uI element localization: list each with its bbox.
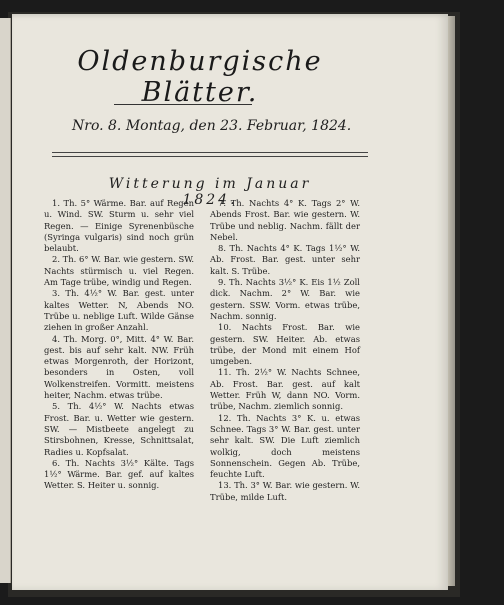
weather-entry: 1. Th. 5° Wärme. Bar. auf Regen u. Wind. SW. Sturm u. sehr viel Regen. — Einige Syrenenbüsche (Syringa vulgaris) sind noch grün belaubt.: [44, 198, 194, 254]
weather-entry: 5. Th. 4½° W. Nachts etwas Frost. Bar. u. Wetter wie gestern. SW. — Mistbeete angelegt zu Stirsbohnen, Kresse, Schnittsalat, Radies u. Kopfsalat.: [44, 401, 194, 457]
weather-entry: 12. Th. Nachts 3° K. u. etwas Schnee. Tags 3° W. Bar. gest. unter sehr kalt. SW. Die Luft ziemlich wolkig, doch meistens Sonnenschein. Gegen Ab. Trübe, feuchte Luft.: [210, 412, 360, 480]
left-column: [44, 198, 194, 492]
weather-entry: 8. Th. Nachts 4° K. Tags 1½° W. Ab. Frost. Bar. gest. unter sehr kalt. S. Trübe.: [210, 243, 360, 276]
weather-entry: 4. Th. Morg. 0°, Mitt. 4° W. Bar. gest. bis auf sehr kalt. NW. Früh etwas Morgenroth, der Horizont, besonders in Osten, voll Wolkenstreifen. Vormitt. meistens heiter, Nachm. etwas trübe.: [44, 333, 194, 401]
weather-entry: 6. Th. Nachts 3½° Kälte. Tags 1½° Wärme. Bar. gef. auf kaltes Wetter. S. Heiter u. sonnig.: [44, 457, 194, 491]
right-column: [210, 198, 360, 503]
masthead-title: Oldenburgische Blätter.: [77, 46, 323, 108]
weather-entry: 2. Th. 6° W. Bar. wie gestern. SW. Nachts stürmisch u. viel Regen. Am Tage trübe, windig und Regen.: [44, 254, 194, 288]
double-rule: [52, 152, 368, 157]
weather-entry: 9. Th. Nachts 3½° K. Eis 1½ Zoll dick. Nachm. 2° W. Bar. wie gestern. SSW. Vorm. etwas trübe, Nachm. sonnig.: [210, 277, 360, 321]
weather-entry: 3. Th. 4½° W. Bar. gest. unter kaltes Wetter. N, Abends NO. Trübe u. neblige Luft. Wilde Gänse ziehen in großer Anzahl.: [44, 288, 194, 333]
masthead-rule: [114, 104, 252, 105]
weather-entry: 11. Th. 2½° W. Nachts Schnee, Ab. Frost. Bar. gest. auf kalt Wetter. Früh W, dann NO. Vorm. trübe, Nachm. ziemlich sonnig.: [210, 367, 360, 412]
section-heading: Witterung im Januar 1824.: [108, 176, 312, 208]
issue-line: Nro. 8. Montag, den 23. Februar, 1824.: [72, 118, 352, 134]
binding-edge: [0, 18, 11, 583]
weather-entry: 13. Th. 3° W. Bar. wie gestern. W. Trübe, milde Luft.: [210, 480, 360, 502]
weather-entry: 7. Th. Nachts 4° K. Tags 2° W. Abends Frost. Bar. wie gestern. W. Trübe und neblig. Nachm. fällt der Nebel.: [210, 198, 360, 242]
weather-entry: 10. Nachts Frost. Bar. wie gestern. SW. Heiter. Ab. etwas trübe, der Mond mit einem Hof umgeben.: [210, 322, 360, 367]
